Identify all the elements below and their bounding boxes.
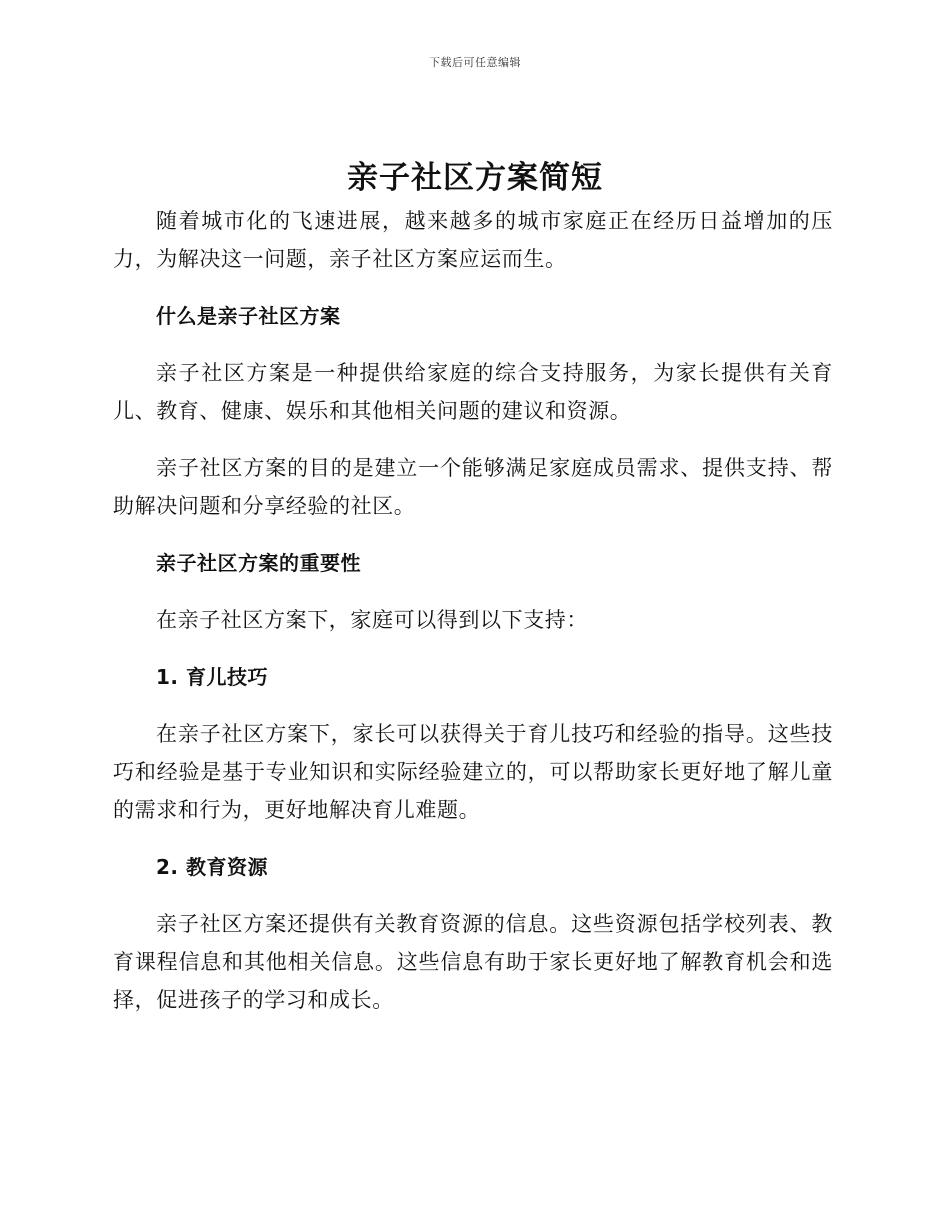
item-heading-education-resources: 2. 教育资源 [156, 855, 268, 879]
section-heading-importance: 亲子社区方案的重要性 [156, 551, 361, 575]
document-body [113, 202, 833, 1038]
document-title: 亲子社区方案简短 [347, 160, 603, 196]
education-resources-paragraph: 亲子社区方案还提供有关教育资源的信息。这些资源包括学校列表、教育课程信息和其他相关信息。这些信息有助于家长更好地了解教育机会和选择，促进孩子的学习和成长。 [113, 912, 833, 1012]
support-intro-paragraph: 在亲子社区方案下，家庭可以得到以下支持： [156, 608, 588, 632]
intro-paragraph: 随着城市化的飞速进展，越来越多的城市家庭正在经历日益增加的压力，为解决这一问题，亲子社区方案应运而生。 [113, 209, 833, 271]
parenting-skills-paragraph: 在亲子社区方案下，家长可以获得关于育儿技巧和经验的指导。这些技巧和经验是基于专业知识和实际经验建立的，可以帮助家长更好地了解儿童的需求和行为，更好地解决育儿难题。 [113, 722, 833, 822]
definition-paragraph: 亲子社区方案是一种提供给家庭的综合支持服务，为家长提供有关育儿、教育、健康、娱乐和其他相关问题的建议和资源。 [113, 361, 833, 423]
item-heading-parenting-skills: 1. 育儿技巧 [156, 665, 268, 689]
purpose-paragraph: 亲子社区方案的目的是建立一个能够满足家庭成员需求、提供支持、帮助解决问题和分享经验的社区。 [113, 456, 833, 518]
page-header-note: 下载后可任意编辑 [429, 56, 521, 69]
section-heading-what-is: 什么是亲子社区方案 [156, 304, 341, 328]
